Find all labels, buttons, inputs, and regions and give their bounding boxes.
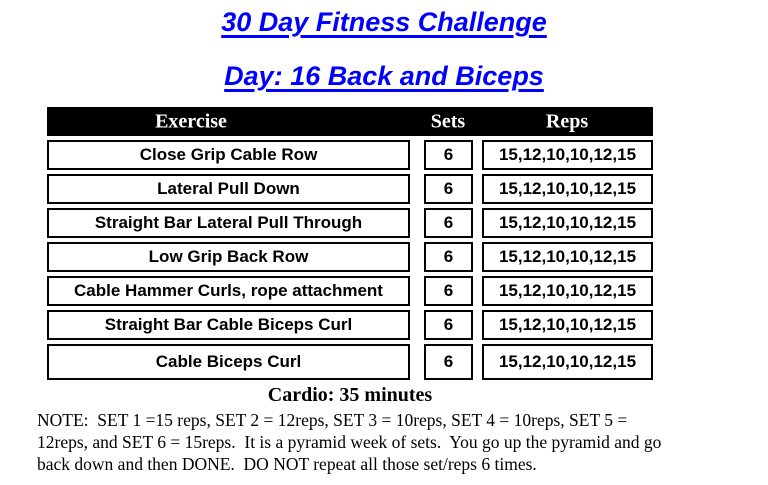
sets-cell: 6	[424, 174, 473, 204]
reps-cell: 15,12,10,10,12,15	[482, 140, 653, 170]
exercise-cell: Cable Hammer Curls, rope attachment	[47, 276, 410, 306]
page-title: 30 Day Fitness Challenge	[221, 7, 547, 37]
exercise-cell: Straight Bar Lateral Pull Through	[47, 208, 410, 238]
sets-cell: 6	[424, 344, 473, 380]
table-row	[47, 140, 653, 170]
page-subtitle: Day: 16 Back and Biceps	[224, 61, 544, 92]
sets-cell: 6	[424, 140, 473, 170]
table-row	[47, 310, 653, 340]
note-line: 12reps, and SET 6 = 15reps. It is a pyramid week of sets. You go up the pyramid and go	[37, 432, 662, 453]
exercise-cell: Close Grip Cable Row	[47, 140, 410, 170]
reps-cell: 15,12,10,10,12,15	[482, 174, 653, 204]
sets-cell: 6	[424, 310, 473, 340]
worksheet-page	[0, 7, 768, 485]
column-header-reps: Reps	[545, 110, 589, 133]
table-row	[47, 174, 653, 204]
reps-cell: 15,12,10,10,12,15	[482, 310, 653, 340]
reps-cell: 15,12,10,10,12,15	[482, 276, 653, 306]
table-row	[47, 242, 653, 272]
sets-cell: 6	[424, 276, 473, 306]
reps-cell: 15,12,10,10,12,15	[482, 344, 653, 380]
exercise-cell: Low Grip Back Row	[47, 242, 410, 272]
note-line: NOTE: SET 1 =15 reps, SET 2 = 12reps, SET 3 = 10reps, SET 4 = 10reps, SET 5 =	[37, 410, 628, 431]
sets-cell: 6	[424, 208, 473, 238]
column-header-sets: Sets	[430, 110, 466, 133]
sets-cell: 6	[424, 242, 473, 272]
table-row	[47, 344, 653, 380]
workout-table	[47, 107, 653, 380]
note-paragraph	[37, 409, 743, 475]
table-row	[47, 208, 653, 238]
column-header-exercise: Exercise	[155, 110, 227, 133]
cardio-line: Cardio: 35 minutes	[267, 384, 433, 407]
note-line: back down and then DONE. DO NOT repeat all those set/reps 6 times.	[37, 454, 537, 475]
exercise-cell: Lateral Pull Down	[47, 174, 410, 204]
exercise-cell: Cable Biceps Curl	[47, 344, 410, 380]
reps-cell: 15,12,10,10,12,15	[482, 208, 653, 238]
reps-cell: 15,12,10,10,12,15	[482, 242, 653, 272]
table-row	[47, 276, 653, 306]
exercise-cell: Straight Bar Cable Biceps Curl	[47, 310, 410, 340]
table-header-row	[47, 107, 653, 136]
